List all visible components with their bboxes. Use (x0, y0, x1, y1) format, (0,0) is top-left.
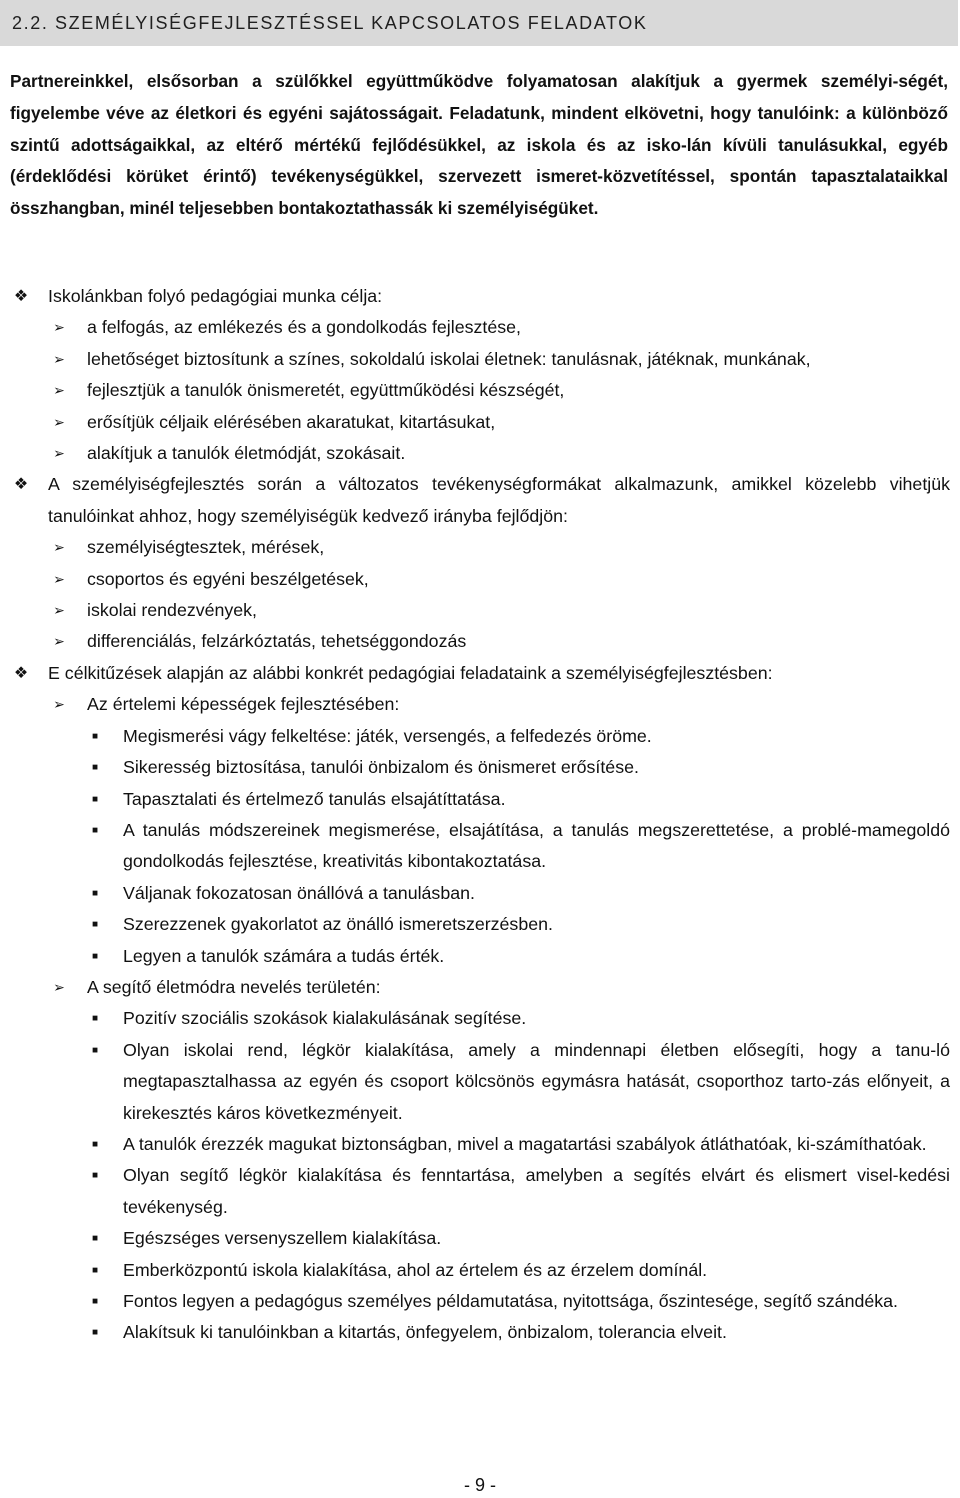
list-item-level3 (10, 1035, 950, 1129)
list-item-text: A tanulók érezzék magukat biztonságban, mivel a magatartási szabályok átláthatóak, ki-számíthatóak. (123, 1133, 927, 1154)
arrow-bullet-icon: ➢ (53, 978, 65, 995)
arrow-bullet-icon: ➢ (53, 382, 65, 399)
list-item-level3 (10, 1223, 950, 1254)
list-item-level2 (10, 344, 950, 375)
arrow-bullet-icon: ➢ (53, 570, 65, 587)
diamond-bullet-icon: ❖ (13, 476, 29, 494)
list-item-level3 (10, 1317, 950, 1348)
list-item-text: a felfogás, az emlékezés és a gondolkodás fejlesztése, (87, 317, 521, 338)
list-item-text: Emberközpontú iskola kialakítása, ahol az értelem és az érzelem domínál. (123, 1259, 708, 1280)
square-bullet-icon: ■ (91, 1264, 99, 1276)
arrow-bullet-icon: ➢ (53, 602, 65, 619)
square-bullet-icon: ■ (91, 887, 99, 899)
list-item-level3 (10, 878, 950, 909)
square-bullet-icon: ■ (91, 950, 99, 962)
square-bullet-icon: ■ (91, 1327, 99, 1339)
square-bullet-icon: ■ (91, 1233, 99, 1245)
square-bullet-icon: ■ (91, 1044, 99, 1056)
list-item-text: Az értelemi képességek fejlesztésében: (87, 694, 400, 715)
list-item-level3 (10, 721, 950, 752)
arrow-bullet-icon: ➢ (53, 350, 65, 367)
square-bullet-icon: ■ (91, 919, 99, 931)
square-bullet-icon: ■ (91, 1013, 99, 1025)
square-bullet-icon: ■ (91, 1170, 99, 1182)
list-item-level3 (10, 909, 950, 940)
list-item-text: személyiségtesztek, mérések, (87, 537, 325, 558)
list-item-text: Tapasztalati és értelmező tanulás elsajátíttatása. (123, 788, 506, 809)
square-bullet-icon: ■ (91, 762, 99, 774)
section-heading: 2.2. SZEMÉLYISÉGFEJLESZTÉSSEL KAPCSOLATOS FELADATOK (0, 0, 958, 46)
square-bullet-icon: ■ (91, 824, 99, 836)
square-bullet-icon: ■ (91, 793, 99, 805)
list-item-text: fejlesztjük a tanulók önismeretét, együttműködési készségét, (87, 380, 565, 401)
list-item-level2 (10, 689, 950, 720)
list-item-level2 (10, 532, 950, 563)
list-item-level2 (10, 407, 950, 438)
diamond-bullet-icon: ❖ (13, 288, 29, 305)
list-item-level3 (10, 1003, 950, 1034)
arrow-bullet-icon: ➢ (53, 319, 65, 336)
square-bullet-icon: ■ (91, 1138, 99, 1150)
page-number: - 9 - (463, 1475, 496, 1495)
arrow-bullet-icon: ➢ (53, 413, 65, 430)
list-item-text: A segítő életmódra nevelés területén: (87, 976, 381, 997)
list-item-level2 (10, 595, 950, 626)
list-item-level3 (10, 815, 950, 878)
list-item-text: lehetőséget biztosítunk a színes, sokoldalú iskolai életnek: tanulásnak, játéknak, munkának, (87, 348, 811, 369)
square-bullet-icon: ■ (91, 730, 99, 742)
bullet-list (10, 281, 950, 1349)
list-item-text: A tanulás módszereinek megismerése, elsajátítása, a tanulás megszerettetése, a problé-mamegoldó gondolkodás fejlesztése, kreativitás kibontakoztatása. (123, 819, 950, 872)
list-item-level3 (10, 1286, 950, 1317)
list-item-level3 (10, 784, 950, 815)
list-item-text: Olyan segítő légkör kialakítása és fenntartása, amelyben a segítés elvárt és elismert visel-kedési tevékenység. (123, 1165, 950, 1217)
list-item-level1 (10, 658, 950, 689)
intro-paragraph: Partnereinkkel, elsősorban a szülőkkel együttműködve folyamatosan alakítjuk a gyermek személyi-ségét, figyelembe véve az életkori és egyéni sajátosságait. Feladatunk, mindent elkövetni, hogy tanulóink: a különböző szintű adottságaikkal, az eltérő mértékű fejlődésükkel, az iskola és az isko-lán kívüli tanulásukkal, egyéb (érdeklődési körüket érintő) tevékenységükkel, szervezett ismeret-közvetítéssel, spontán tapasztalataikkal összhangban, minél teljesebben bontakoztathassák ki személyiségüket. (10, 71, 948, 219)
list-item-text: Szerezzenek gyakorlatot az önálló ismeretszerzésben. (123, 914, 553, 935)
list-item-level1 (10, 469, 950, 532)
list-item-level2 (10, 312, 950, 343)
list-item-text: Olyan iskolai rend, légkör kialakítása, amely a mindennapi életben elősegíti, hogy a tanu-ló megtapasztalhassa az egyén és csoport kölcsönös egymásra hatását, csoporthoz tarto-zás előnyeit, a kirekesztés káros következményeit. (123, 1039, 950, 1123)
square-bullet-icon: ■ (91, 1296, 99, 1307)
list-item-text: differenciálás, felzárkóztatás, tehetséggondozás (87, 631, 467, 652)
arrow-bullet-icon: ➢ (53, 445, 65, 462)
list-item-text: Váljanak fokozatosan önállóvá a tanulásban. (123, 882, 475, 903)
list-item-level2 (10, 564, 950, 595)
list-item-text: iskolai rendezvények, (87, 600, 257, 621)
list-item-text: Egészséges versenyszellem kialakítása. (123, 1228, 442, 1249)
arrow-bullet-icon: ➢ (53, 696, 65, 713)
arrow-bullet-icon: ➢ (53, 539, 65, 556)
list-item-text: Iskolánkban folyó pedagógiai munka célja: (48, 286, 383, 306)
list-item-level3 (10, 941, 950, 972)
arrow-bullet-icon: ➢ (53, 633, 65, 650)
list-item-text: A személyiségfejlesztés során a változatos tevékenységformákat alkalmazunk, amikkel közelebb vihetjük tanulóinkat ahhoz, hogy személyiségük kedvező irányba fejlődjön: (48, 474, 950, 526)
list-item-text: Sikeresség biztosítása, tanulói önbizalom és önismeret erősítése. (123, 757, 639, 778)
list-item-text: Legyen a tanulók számára a tudás érték. (123, 945, 445, 966)
list-item-text: erősítjük céljaik elérésében akaratukat, kitartásukat, (87, 411, 496, 432)
list-item-text: alakítjuk a tanulók életmódját, szokásait. (87, 443, 406, 464)
list-item-level3 (10, 752, 950, 783)
list-item-level1 (10, 281, 950, 312)
list-item-level3 (10, 1255, 950, 1286)
list-item-text: csoportos és egyéni beszélgetések, (87, 568, 369, 589)
list-item-level3 (10, 1129, 950, 1160)
list-item-level2 (10, 972, 950, 1003)
list-item-text: Pozitív szociális szokások kialakulásának segítése. (123, 1008, 527, 1029)
list-item-level3 (10, 1160, 950, 1223)
list-item-text: Alakítsuk ki tanulóinkban a kitartás, önfegyelem, önbizalom, tolerancia elveit. (123, 1322, 727, 1343)
list-item-text: Megismerési vágy felkeltése: játék, versengés, a felfedezés öröme. (123, 725, 652, 746)
list-item-text: E célkitűzések alapján az alábbi konkrét pedagógiai feladataink a személyiségfejlesztésben: (48, 662, 773, 683)
list-item-level2 (10, 438, 950, 469)
diamond-bullet-icon: ❖ (13, 664, 29, 682)
list-item-text: Fontos legyen a pedagógus személyes példamutatása, nyitottsága, őszintesége, segítő szándéka. (123, 1291, 898, 1311)
list-item-level2 (10, 375, 950, 406)
list-item-level2 (10, 626, 950, 657)
